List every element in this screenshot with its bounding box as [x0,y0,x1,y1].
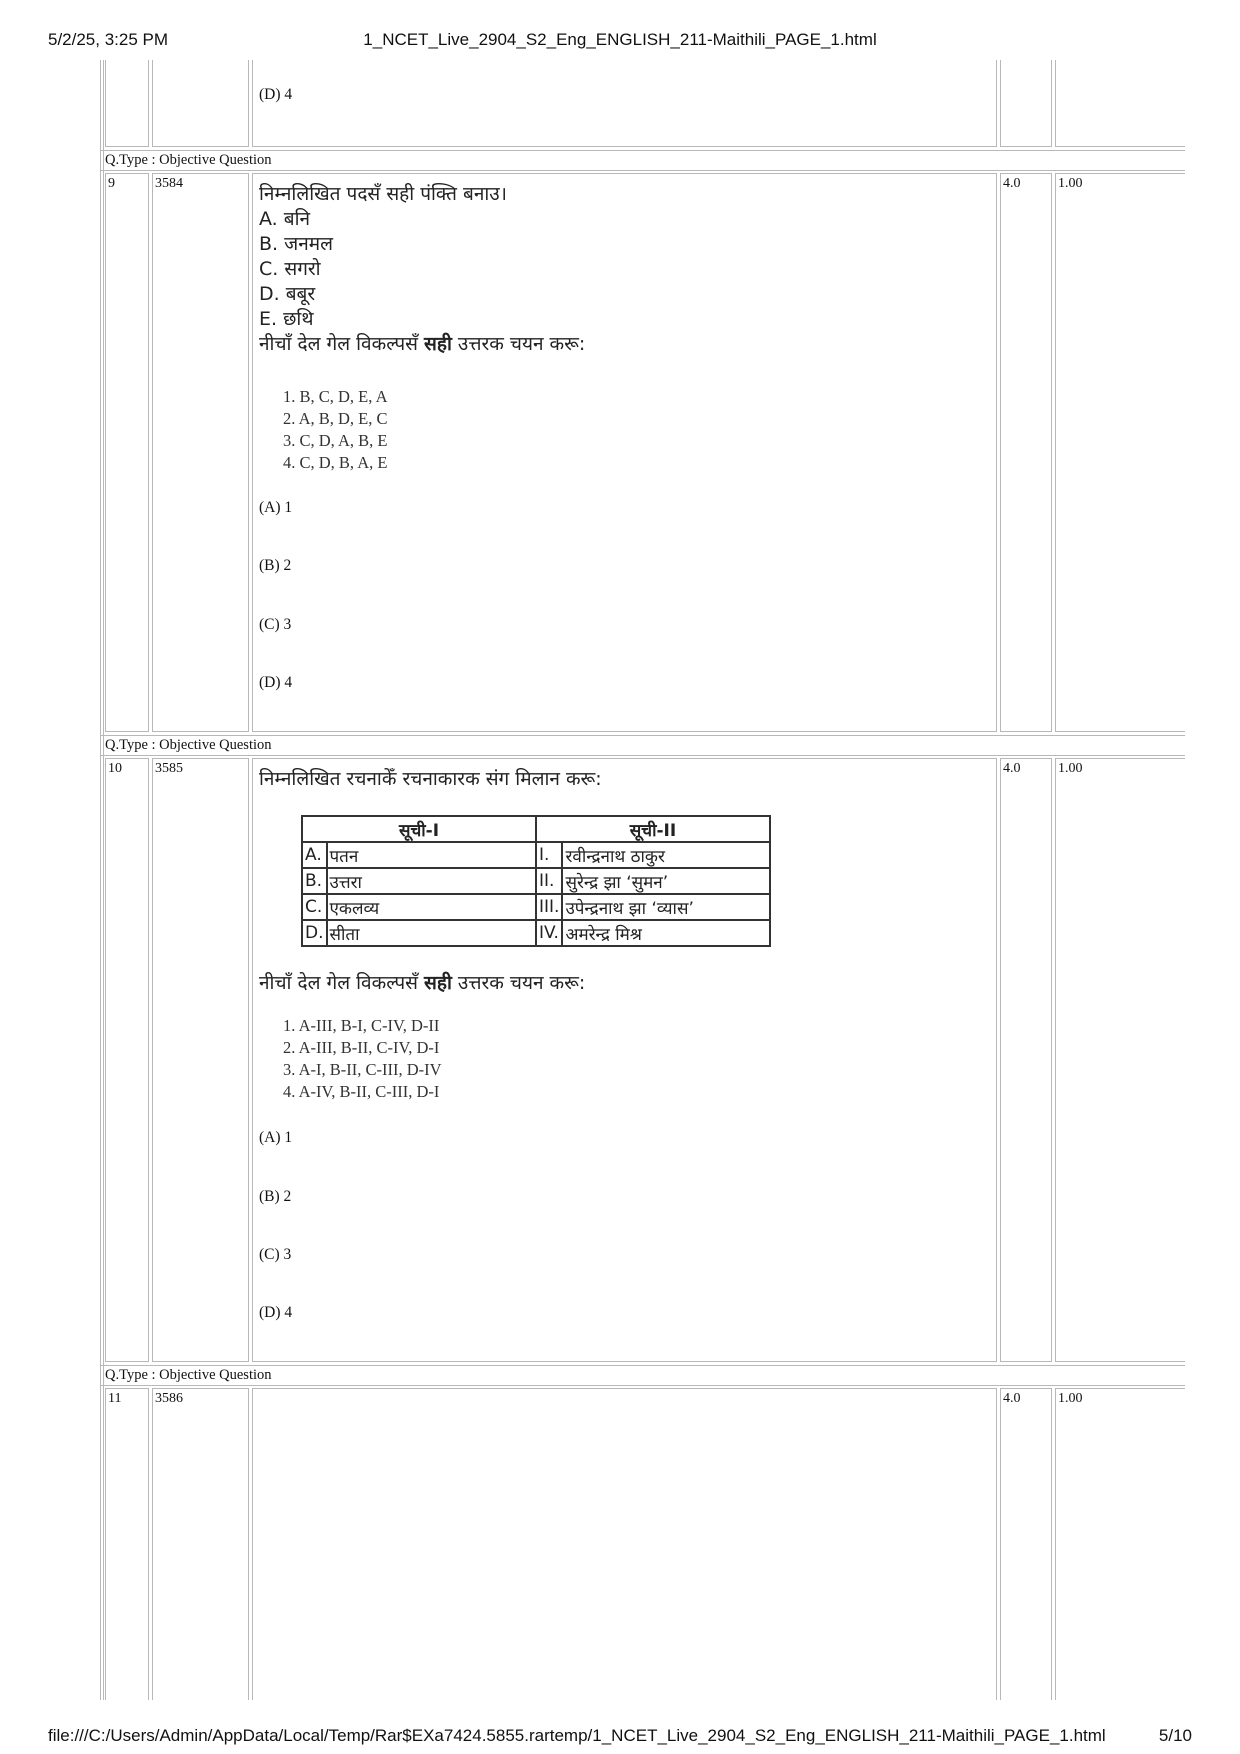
q9-choice: 3. C, D, A, B, E [283,431,388,450]
q10-stem: निम्नलिखित रचनाकेँ रचनाकारक संग मिलान करू: [259,768,602,790]
q10-marks: 4.0 [1003,761,1021,776]
q10-cell-id [152,758,249,1362]
q9-cell-number [105,173,149,732]
list-1-value: पतन [327,842,537,868]
q10-cell-negative [1055,758,1185,1362]
list-1-value: सीता [327,920,537,946]
prev-cell-id [152,60,249,147]
q10-choice: 1. A-III, B-I, C-IV, D-II [283,1016,440,1035]
list-1-value: उत्तरा [327,868,537,894]
q9-id: 3584 [155,176,183,191]
list-2-value: उपेन्द्रनाथ झा ‘व्यास’ [562,894,770,920]
frame-border-left-inner [103,60,104,1700]
table-row [302,894,770,920]
q10-choice: 3. A-I, B-II, C-III, D-IV [283,1060,442,1079]
q9-item: A. बनि [259,208,311,230]
q10-cell-number [105,758,149,1362]
q9-item: D. बबूर [259,283,316,305]
q9-instruction: नीचाँ देल गेल विकल्पसँ सही उत्तरक चयन करू: [259,333,586,355]
q9-cell-content [252,173,997,732]
q9-item: E. छथि [259,308,314,330]
q10-cell-marks [1000,758,1052,1362]
q9-stem-block [259,182,585,357]
q11-cell-negative [1055,1388,1185,1700]
list-2-key: II. [536,868,562,894]
prev-cell-number [105,60,149,147]
print-title: 1_NCET_Live_2904_S2_Eng_ENGLISH_211-Maithili_PAGE_1.html [363,30,877,49]
q10-option-d: (D) 4 [259,1304,293,1321]
q11-number: 11 [108,1391,122,1406]
q9-cell-id [152,173,249,732]
q11-cell-content [252,1388,997,1700]
list-1-key: C. [302,894,327,920]
q9-cell-marks [1000,173,1052,732]
q11-type: Q.Type : Objective Question [105,1367,272,1383]
q10-choice-list [283,1015,442,1103]
q10-instruction: नीचाँ देल गेल विकल्पसँ सही उत्तरक चयन करू: [259,972,586,994]
q10-match-table-wrap [301,815,771,947]
list-2-key: I. [536,842,562,868]
table-row [302,920,770,946]
row-divider [100,755,1185,756]
q9-negative: 1.00 [1058,176,1083,191]
q11-cell-id [152,1388,249,1700]
q11-negative: 1.00 [1058,1391,1083,1406]
q10-id: 3585 [155,761,183,776]
q9-choice: 2. A, B, D, E, C [283,409,388,428]
q9-item: C. सगरो [259,258,321,280]
q10-choice: 4. A-IV, B-II, C-III, D-I [283,1082,440,1101]
list-1-value: एकलव्य [327,894,537,920]
q9-type: Q.Type : Objective Question [105,152,272,168]
q9-choice: 1. B, C, D, E, A [283,387,388,406]
q11-marks: 4.0 [1003,1391,1021,1406]
row-divider [100,170,1185,171]
q10-match-table [301,815,771,947]
q9-choice: 4. C, D, B, A, E [283,453,388,472]
list-2-value: सुरेन्द्र झा ‘सुमन’ [562,868,770,894]
q11-id: 3586 [155,1391,183,1406]
q9-stem: निम्नलिखित पदसँ सही पंक्ति बनाउ। [259,183,507,205]
list-1-key: D. [302,920,327,946]
list-2-key: IV. [536,920,562,946]
table-row [302,842,770,868]
list-2-value: अमरेन्द्र मिश्र [562,920,770,946]
list-2-key: III. [536,894,562,920]
prev-cell-marks [1000,60,1052,147]
q9-option-d: (D) 4 [259,674,293,691]
q9-item: B. जनमल [259,233,334,255]
q11-cell-marks [1000,1388,1052,1700]
q9-number: 9 [108,176,115,191]
prev-cell-negative [1055,60,1185,147]
q10-choice: 2. A-III, B-II, C-IV, D-I [283,1038,440,1057]
q9-cell-negative [1055,173,1185,732]
q11-cell-number [105,1388,149,1700]
q10-negative: 1.00 [1058,761,1083,776]
q9-option-a: (A) 1 [259,499,293,516]
list-1-key: B. [302,868,327,894]
list-2-value: रवीन्द्रनाथ ठाकुर [562,842,770,868]
q10-option-a: (A) 1 [259,1129,293,1146]
question-paper-frame [100,60,1185,1700]
row-divider [100,1385,1185,1386]
print-file-path: file:///C:/Users/Admin/AppData/Local/Temp/Rar$EXa7424.5855.rartemp/1_NCET_Live_2904_S2_Eng_ENGLISH_211-Maithili_PAGE_1.html [48,1726,1106,1745]
print-header [48,30,1192,52]
print-datetime: 5/2/25, 3:25 PM [48,30,169,49]
q10-number: 10 [108,761,122,776]
q10-option-c: (C) 3 [259,1246,292,1263]
list-2-header: सूची-II [536,816,770,842]
q9-option-c: (C) 3 [259,616,292,633]
prev-cell-content [252,60,997,147]
print-footer [48,1726,1192,1748]
table-row [302,868,770,894]
q9-option-b: (B) 2 [259,557,292,574]
q10-cell-content [252,758,997,1362]
q9-choice-list [283,386,388,474]
q10-option-b: (B) 2 [259,1188,292,1205]
print-page-number: 5/10 [1158,1726,1192,1745]
q9-marks: 4.0 [1003,176,1021,191]
list-1-header: सूची-I [302,816,536,842]
q10-type: Q.Type : Objective Question [105,737,272,753]
prev-option-d: (D) 4 [259,86,293,103]
frame-border-left [100,60,101,1700]
list-1-key: A. [302,842,327,868]
